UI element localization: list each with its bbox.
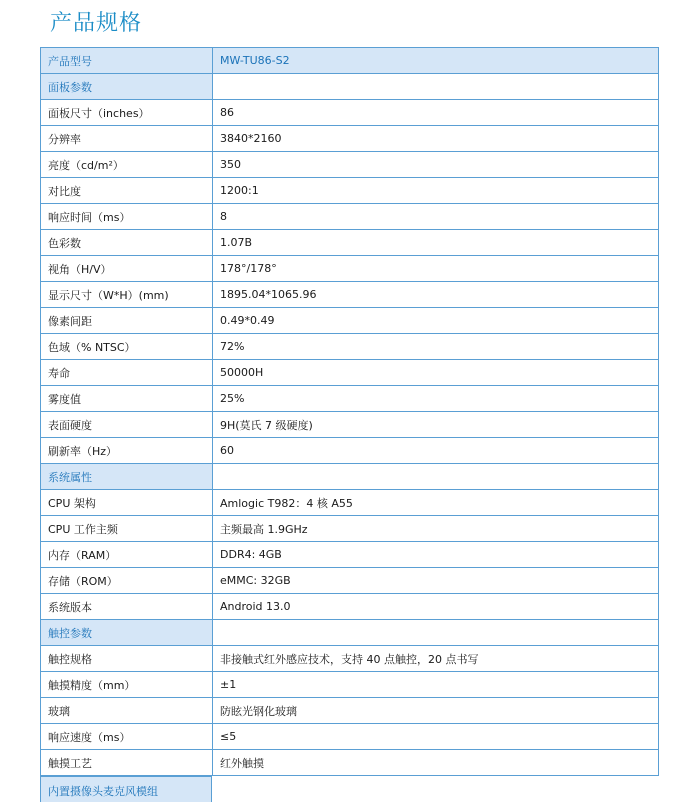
spec-value: 350 (213, 152, 659, 178)
spec-label: 雾度值 (41, 386, 213, 412)
spec-label: 色彩数 (41, 230, 213, 256)
table-row (41, 490, 659, 516)
spec-value: 1.07B (213, 230, 659, 256)
spec-value: Android 13.0 (213, 594, 659, 620)
model-row (41, 48, 659, 74)
table-row (41, 100, 659, 126)
section-label: 系统属性 (41, 464, 213, 490)
spec-label: 对比度 (41, 178, 213, 204)
table-row (41, 308, 659, 334)
spec-label: 寿命 (41, 360, 213, 386)
table-row (41, 698, 659, 724)
spec-label: 面板尺寸（inches） (41, 100, 213, 126)
section-value (213, 74, 659, 100)
model-value: MW-TU86-S2 (213, 48, 659, 74)
spec-value: 1895.04*1065.96 (213, 282, 659, 308)
spec-value: 72% (213, 334, 659, 360)
table-row (41, 204, 659, 230)
table-row (41, 152, 659, 178)
spec-label: 响应时间（ms） (41, 204, 213, 230)
table-row (41, 230, 659, 256)
table-row (41, 750, 659, 776)
spec-value: ±1 (213, 672, 659, 698)
spec-label: 触摸工艺 (41, 750, 213, 776)
table-row (41, 126, 659, 152)
spec-label: 触摸精度（mm） (41, 672, 213, 698)
spec-label: 刷新率（Hz） (41, 438, 213, 464)
spec-label: 存储（ROM） (41, 568, 213, 594)
spec-table (40, 47, 659, 776)
spec-label: 系统版本 (41, 594, 213, 620)
spec-label: 表面硬度 (41, 412, 213, 438)
spec-label: 内存（RAM） (41, 542, 213, 568)
spec-label: 亮度（cd/m²） (41, 152, 213, 178)
section-value (213, 620, 659, 646)
spec-value: 60 (213, 438, 659, 464)
table-row (41, 256, 659, 282)
spec-value: 50000H (213, 360, 659, 386)
spec-label: 色域（% NTSC） (41, 334, 213, 360)
spec-value: 25% (213, 386, 659, 412)
spec-value: 9H(莫氏 7 级硬度) (213, 412, 659, 438)
spec-label: 显示尺寸（W*H）(mm) (41, 282, 213, 308)
spec-value: 非接触式红外感应技术，支持 40 点触控，20 点书写 (213, 646, 659, 672)
table-row (41, 542, 659, 568)
table-row (41, 568, 659, 594)
section-header-row (41, 620, 659, 646)
spec-value: 1200:1 (213, 178, 659, 204)
spec-value: DDR4: 4GB (213, 542, 659, 568)
spec-value: 8 (213, 204, 659, 230)
spec-value: 86 (213, 100, 659, 126)
section-label: 面板参数 (41, 74, 213, 100)
spec-label: CPU 工作主频 (41, 516, 213, 542)
spec-value: 防眩光钢化玻璃 (213, 698, 659, 724)
spec-label: CPU 架构 (41, 490, 213, 516)
spec-label: 触控规格 (41, 646, 213, 672)
table-row (41, 438, 659, 464)
spec-value: eMMC: 32GB (213, 568, 659, 594)
section-header-row (41, 74, 659, 100)
table-row (41, 646, 659, 672)
section-label: 触控参数 (41, 620, 213, 646)
table-row (41, 282, 659, 308)
table-row (41, 516, 659, 542)
spec-value: 红外触摸 (213, 750, 659, 776)
table-row (41, 386, 659, 412)
section-value (213, 464, 659, 490)
spec-value: 主频最高 1.9GHz (213, 516, 659, 542)
spec-value: ≤5 (213, 724, 659, 750)
table-row (41, 724, 659, 750)
spec-value: Amlogic T982：4 核 A55 (213, 490, 659, 516)
page-title: 产品规格 (50, 11, 143, 36)
table-row (41, 672, 659, 698)
section-camera-mic: 内置摄像头麦克风模组 (40, 776, 212, 802)
section-header-row (41, 464, 659, 490)
spec-value: 0.49*0.49 (213, 308, 659, 334)
table-row (41, 360, 659, 386)
model-label: 产品型号 (41, 48, 213, 74)
spec-label: 视角（H/V） (41, 256, 213, 282)
table-row (41, 412, 659, 438)
spec-label: 像素间距 (41, 308, 213, 334)
table-row (41, 594, 659, 620)
spec-label: 玻璃 (41, 698, 213, 724)
spec-value: 3840*2160 (213, 126, 659, 152)
spec-value: 178°/178° (213, 256, 659, 282)
spec-label: 分辨率 (41, 126, 213, 152)
table-row (41, 334, 659, 360)
spec-label: 响应速度（ms） (41, 724, 213, 750)
table-row (41, 178, 659, 204)
